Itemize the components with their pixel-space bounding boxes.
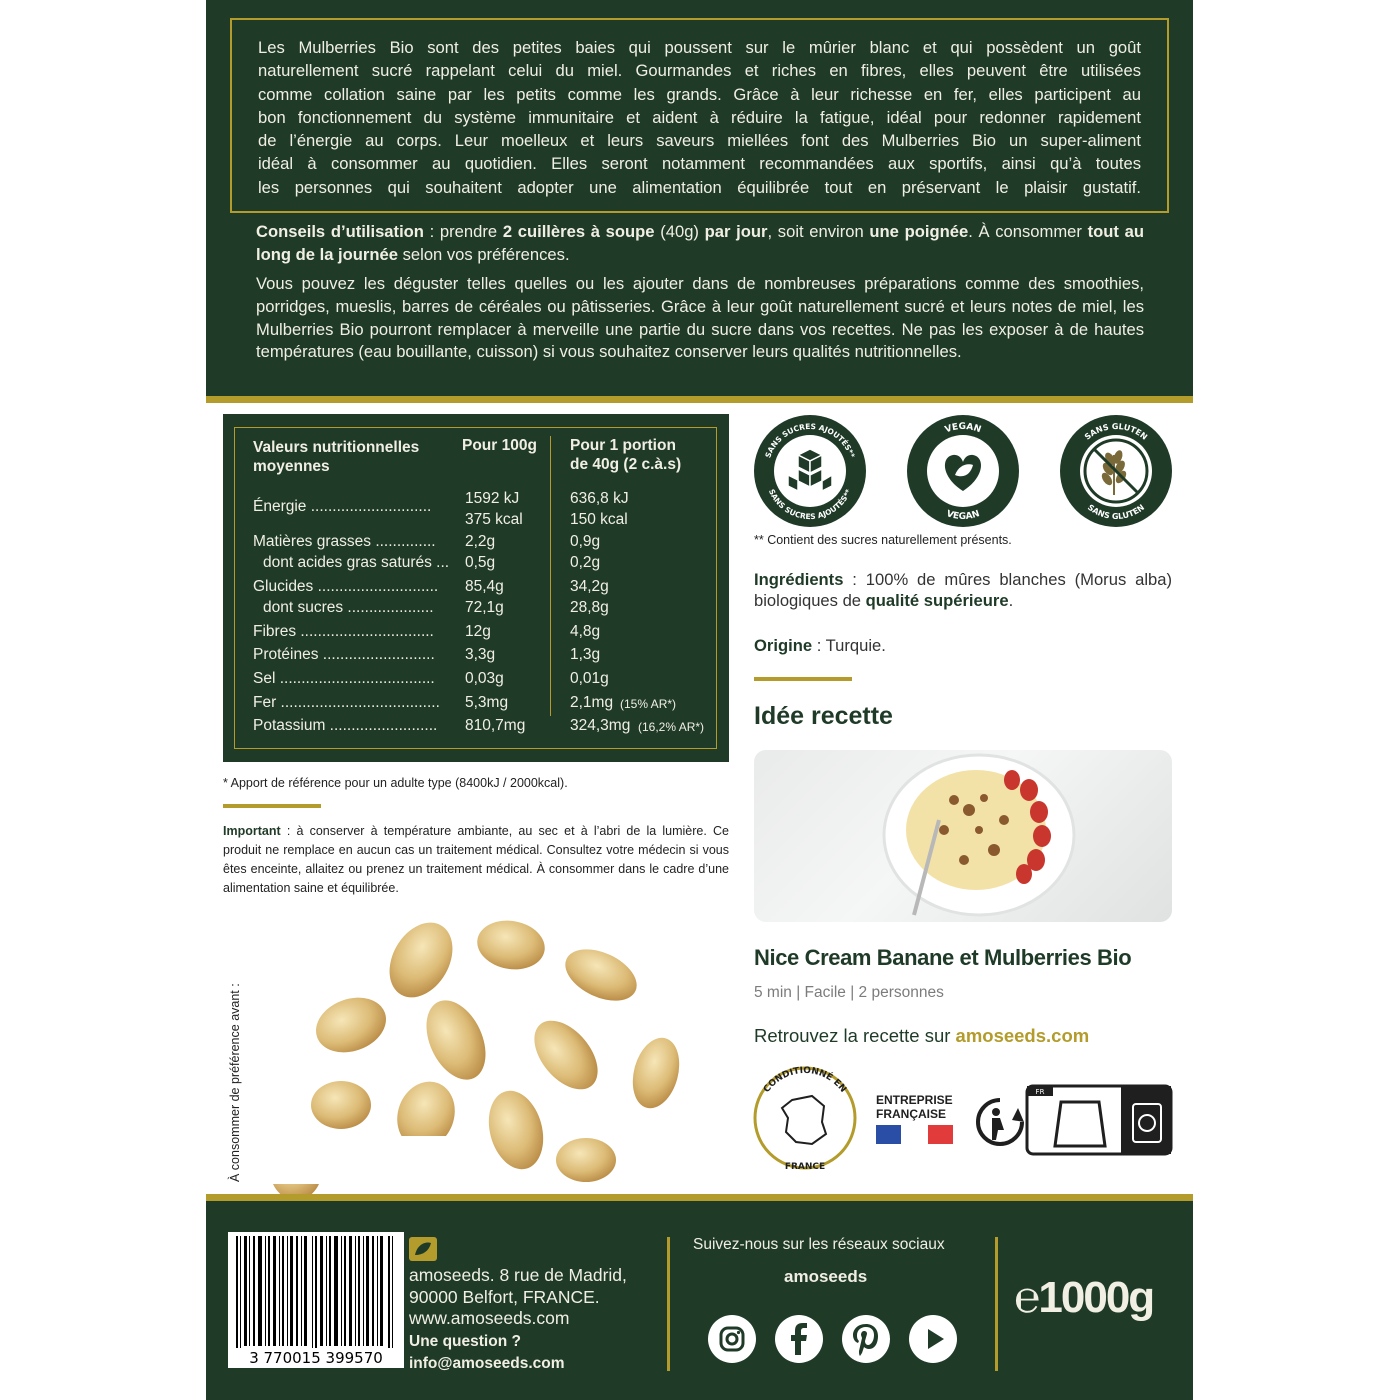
usage-label: Conseils d’utilisation xyxy=(256,222,424,241)
intro-line: de l’énergie au corps. Leur moelleux et leurs saveurs miellées font des Mulberries Bio un super-aliment xyxy=(258,131,1141,151)
company-address xyxy=(409,1265,627,1375)
nutrition-row-label: Glucides ............................ xyxy=(253,578,439,595)
usage-paragraph: Vous pouvez les déguster telles quelles ou les ajouter dans de nombreuses préparations comme des smoothies, porridges, mueslis, barres de céréales ou pâtisseries. Grâce à leur goût naturellement sucré et leurs notes de miel, les Mulberries Bio pourront remplacer à merveille une partie du sucre dans vos recettes. Ne pas les exposer à de hautes températures (eau bouillante, cuisson) si vous souhaitez conserver leurs qualités nutritionnelles. xyxy=(256,274,1144,362)
gold-divider xyxy=(754,677,852,681)
ingredients-label: Ingrédients xyxy=(754,570,844,589)
social-handle: amoseeds xyxy=(784,1267,868,1286)
badge-text: SANS SUCRES AJOUTÉS** xyxy=(763,421,857,460)
gold-divider xyxy=(223,804,321,808)
nutrition-value-100g: 85,4g xyxy=(465,578,504,595)
nutrition-value-portion: 0,2g xyxy=(570,554,601,571)
important-label: Important xyxy=(223,824,281,838)
flag-white xyxy=(901,1125,928,1144)
usage-text: selon vos préférences. xyxy=(398,245,570,265)
pinterest-glyph xyxy=(842,1315,890,1363)
nutrition-value-100g: 2,2g xyxy=(465,533,496,550)
footer-divider xyxy=(667,1237,670,1371)
net-weight: ℮1000g xyxy=(1014,1273,1154,1322)
svg-text:VEGAN xyxy=(944,422,983,435)
svg-text:VEGAN xyxy=(945,509,981,522)
nutrition-header-100g: Pour 100g xyxy=(462,437,537,454)
nutrition-value-100g: 1592 kJ xyxy=(465,490,520,507)
recipe-meta: 5 min | Facile | 2 personnes xyxy=(754,984,944,1001)
logo-text: FRANCE xyxy=(784,1162,826,1172)
nutrition-row-label: Protéines .......................... xyxy=(253,646,435,663)
nutrition-value-portion: 34,2g xyxy=(570,578,609,595)
usage-when: tout au long de la journée xyxy=(256,222,1144,265)
recipe-title: Nice Cream Banane et Mulberries Bio xyxy=(754,945,1132,970)
nutrition-value-portion: 4,8g xyxy=(570,623,601,640)
nutrition-row-label: Sel .................................... xyxy=(253,670,435,687)
intro-line: Les Mulberries Bio sont des petites baies qui poussent sur le mûrier blanc et qui possèdent un goût xyxy=(258,38,1141,57)
usage-text: , soit environ xyxy=(767,222,870,241)
barcode-number: 3 770015 399570 xyxy=(249,1349,383,1367)
barcode xyxy=(228,1232,404,1368)
recipe-link xyxy=(754,1025,1089,1047)
intro-line: comme collation saine par les petits comme les grands. Grâce à leur richesse en fer, elles participent au xyxy=(258,84,1141,104)
nutrition-header-portion: Pour 1 portion xyxy=(570,437,676,454)
intro-line: les personnes qui souhaitent adopter une alimentation équilibrée tout en préservant le plaisir gustatif. xyxy=(258,177,1141,197)
description-band xyxy=(206,0,1193,396)
nutrition-header-label: moyennes xyxy=(253,458,330,475)
nutrition-column-divider xyxy=(550,436,551,716)
logo-text: FRANÇAISE xyxy=(876,1107,947,1121)
pinterest-icon[interactable] xyxy=(842,1315,890,1363)
usage-text: . À consommer xyxy=(968,222,1088,241)
youtube-icon[interactable] xyxy=(909,1315,957,1363)
usage-text: : prendre xyxy=(423,222,503,241)
logo-text: CONDITIONNÉ EN xyxy=(762,1065,848,1095)
ingredients xyxy=(754,569,1172,611)
nutrition-value-portion: 0,9g xyxy=(570,533,601,550)
instagram-icon[interactable] xyxy=(708,1315,756,1363)
badge-text: SANS SUCRES AJOUTÉS** xyxy=(766,487,854,522)
social-title: Suivez-nous sur les réseaux sociaux xyxy=(693,1236,945,1253)
product-back-label xyxy=(206,0,1193,1400)
instagram-glyph xyxy=(708,1315,756,1363)
facebook-icon[interactable] xyxy=(775,1315,823,1363)
nutrition-row-label: dont sucres .................... xyxy=(263,599,434,616)
flag-blue xyxy=(876,1125,901,1144)
wheat-icon xyxy=(1080,435,1152,507)
heart-leaf-icon xyxy=(927,435,999,507)
triman-icon xyxy=(974,1096,1026,1148)
origin xyxy=(754,635,886,656)
sugar-cubes-icon xyxy=(774,435,846,507)
question-label: Une question ? xyxy=(409,1332,521,1350)
address-line: amoseeds. 8 rue de Madrid, xyxy=(409,1265,627,1285)
fr-tag: FR xyxy=(1035,1088,1045,1096)
sans-gluten-badge xyxy=(1060,415,1172,527)
usage-advice xyxy=(256,220,1144,267)
nutrition-value-100g: 12g xyxy=(465,623,491,640)
gold-divider xyxy=(206,1194,1193,1201)
footer-divider xyxy=(995,1237,998,1371)
ingredients-text: . xyxy=(1008,591,1014,610)
recycling-info-icon xyxy=(1025,1084,1173,1156)
nutrition-value-100g: 375 kcal xyxy=(465,511,523,528)
nutrition-ar-note: (15% AR*) xyxy=(620,697,677,711)
nutrition-header-label: Valeurs nutritionnelles xyxy=(253,439,420,456)
french-flag-icon xyxy=(876,1125,953,1144)
recipe-link-text: Retrouvez la recette sur xyxy=(754,1025,956,1046)
recipe-photo xyxy=(754,750,1172,922)
sans-sucres-badge xyxy=(754,415,866,527)
nutrition-value-portion: 636,8 kJ xyxy=(570,490,629,507)
ingredients-quality: qualité supérieure xyxy=(865,591,1009,610)
website-link[interactable]: www.amoseeds.com xyxy=(409,1308,570,1328)
nutrition-ar-note: (16,2% AR*) xyxy=(638,720,705,734)
nutrition-value-portion: 2,1mg xyxy=(570,694,614,711)
nutrition-value-portion: 0,01g xyxy=(570,670,609,687)
intro-box xyxy=(230,18,1169,213)
important-notice xyxy=(223,822,729,898)
nutrition-value-100g: 810,7mg xyxy=(465,717,526,734)
vegan-badge xyxy=(907,415,1019,527)
nice-cream-bowl-image xyxy=(754,750,1172,922)
nutrition-value-portion: 28,8g xyxy=(570,599,609,616)
ingredients-text: : 100% de mûres blanches (Morus alba) biologiques de xyxy=(754,570,1172,610)
nutrition-value-portion: 1,3g xyxy=(570,646,601,663)
recipe-heading: Idée recette xyxy=(754,702,893,730)
intro-line: idéal à consommer au quotidien. Elles seront notamment recommandées aux sportifs, ainsi qu’à toutes xyxy=(258,154,1141,174)
email-link[interactable]: info@amoseeds.com xyxy=(409,1355,565,1372)
badge-text: SANS GLUTEN xyxy=(1082,421,1149,442)
entreprise-francaise-logo xyxy=(876,1093,953,1144)
gold-divider xyxy=(206,396,1193,403)
badge-text: VEGAN xyxy=(943,421,983,436)
nutrition-header-portion: de 40g (2 c.à.s) xyxy=(570,456,682,473)
nutrition-value-portion: 324,3mg xyxy=(570,717,631,734)
nutrition-row-label: Matières grasses .............. xyxy=(253,533,436,550)
nutrition-row-label: Fibres ............................... xyxy=(253,623,434,640)
flag-red xyxy=(928,1125,953,1144)
facebook-glyph xyxy=(775,1315,823,1363)
youtube-glyph xyxy=(909,1315,957,1363)
usage-text: (40g) xyxy=(654,222,705,241)
nutrition-row-label: Fer ..................................... xyxy=(253,694,440,711)
nutrition-value-100g: 0,5g xyxy=(465,554,496,571)
nutrition-value-100g: 0,03g xyxy=(465,670,504,687)
nutrition-row-label: Énergie ............................ xyxy=(253,498,432,515)
best-before-date-box xyxy=(265,1136,467,1184)
amoseeds-logo-icon xyxy=(409,1237,437,1261)
sugar-note: ** Contient des sucres naturellement présents. xyxy=(754,533,1012,547)
usage-handful: une poignée xyxy=(869,222,969,241)
nutrition-row-label: dont acides gras saturés ... xyxy=(263,554,450,571)
best-before-label: À consommer de préférence avant : xyxy=(228,983,242,1182)
logo-text: ENTREPRISE xyxy=(876,1093,953,1107)
nutrition-row-label: Potassium ......................... xyxy=(253,717,438,734)
origin-label: Origine xyxy=(754,636,813,655)
origin-value: : Turquie. xyxy=(812,636,886,655)
nutrition-value-100g: 3,3g xyxy=(465,646,496,663)
nutrition-value-100g: 72,1g xyxy=(465,599,504,616)
intro-line: bon fonctionnement du système immunitaire et aident à réduire la fatigue, idéal pour redonner rapidement xyxy=(258,107,1141,127)
conditionne-en-france-logo xyxy=(752,1062,858,1174)
important-text: : à conserver à température ambiante, au sec et à l’abri de la lumière. Ce produit ne remplace en aucun cas un traitement médical. Consultez votre médecin si vous êtes enceinte, allaitez ou prenez un traitement médical. À consommer dans le cadre d’une alimentation saine et équilibrée. xyxy=(223,824,729,895)
badge-text: SANS GLUTEN xyxy=(1085,502,1147,522)
nutrition-table xyxy=(223,414,729,762)
intro-line: naturellement sucré rappelant celui du miel. Gourmandes et riches en fibres, elles peuvent être utilisées xyxy=(258,61,1141,81)
badge-text: VEGAN xyxy=(944,509,982,523)
nutrition-value-portion: 150 kcal xyxy=(570,511,628,528)
nutrition-footnote: * Apport de référence pour un adulte type (8400kJ / 2000kcal). xyxy=(223,776,568,790)
recipe-website-link[interactable]: amoseeds.com xyxy=(955,1025,1090,1046)
usage-frequency: par jour xyxy=(704,222,768,241)
address-line: 90000 Belfort, FRANCE. xyxy=(409,1286,600,1307)
usage-dose: 2 cuillères à soupe xyxy=(502,222,655,241)
barcode-bars xyxy=(228,1232,404,1368)
nutrition-value-100g: 5,3mg xyxy=(465,694,509,711)
